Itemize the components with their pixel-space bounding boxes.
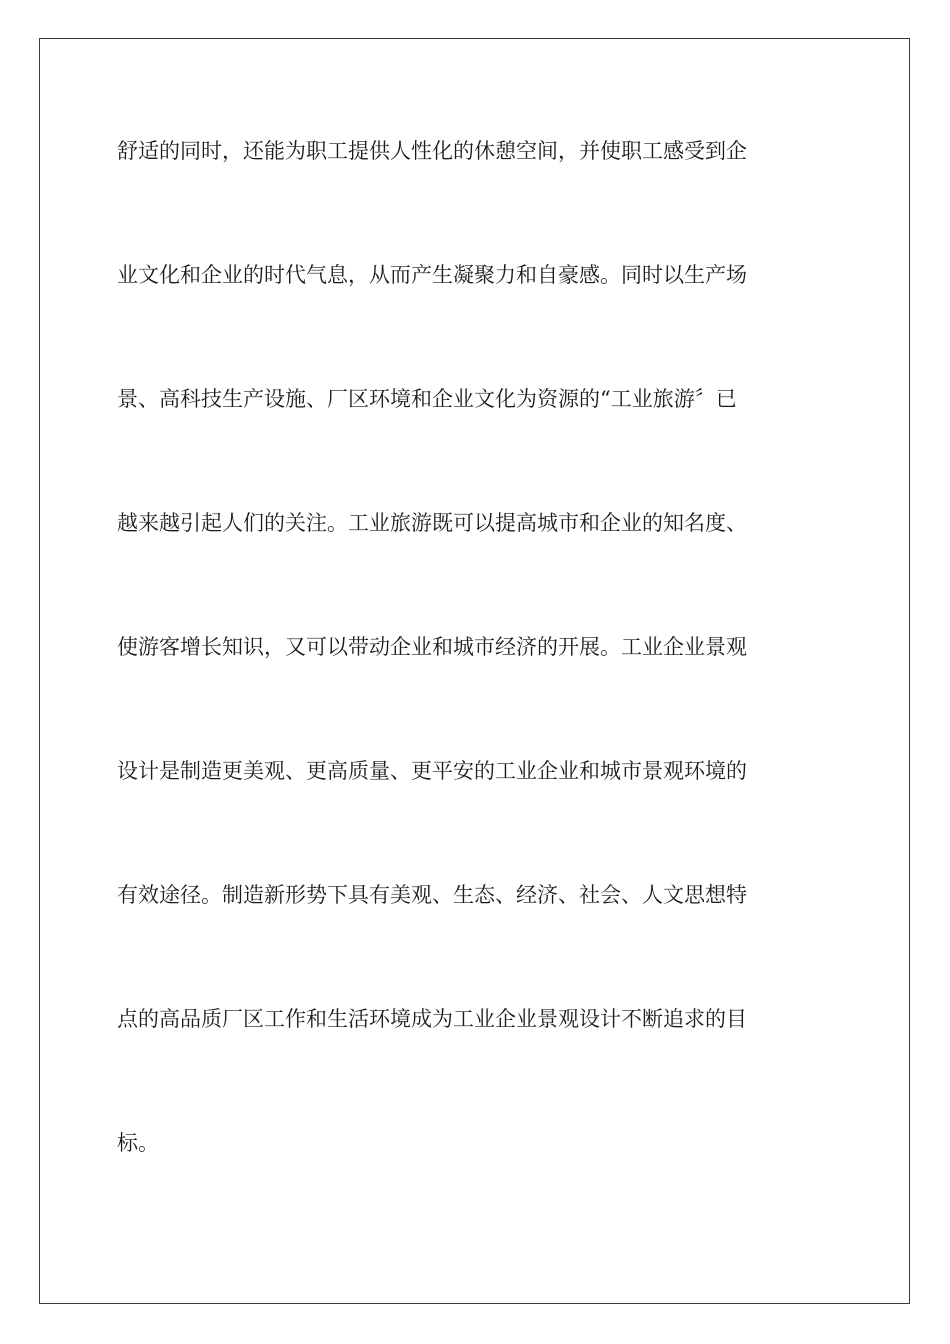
body-text-line: 越来越引起人们的关注。工业旅游既可以提高城市和企业的知名度、 bbox=[117, 511, 747, 535]
body-text-line: 使游客增长知识，又可以带动企业和城市经济的开展。工业企业景观 bbox=[117, 635, 747, 659]
body-text-line: 点的高品质厂区工作和生活环境成为工业企业景观设计不断追求的目 bbox=[117, 1007, 747, 1031]
body-text-line: 舒适的同时，还能为职工提供人性化的休憩空间，并使职工感受到企 bbox=[117, 139, 747, 163]
page-border bbox=[39, 38, 910, 1304]
body-text-line: 设计是制造更美观、更高质量、更平安的工业企业和城市景观环境的 bbox=[117, 759, 747, 783]
body-text-line: 有效途径。制造新形势下具有美观、生态、经济、社会、人文思想特 bbox=[117, 883, 747, 907]
body-text-line: 业文化和企业的时代气息，从而产生凝聚力和自豪感。同时以生产场 bbox=[117, 263, 747, 287]
body-text-line: 标。 bbox=[117, 1131, 159, 1155]
body-text-line: 景、高科技生产设施、厂区环境和企业文化为资源的“工业旅游〞已 bbox=[117, 387, 737, 411]
